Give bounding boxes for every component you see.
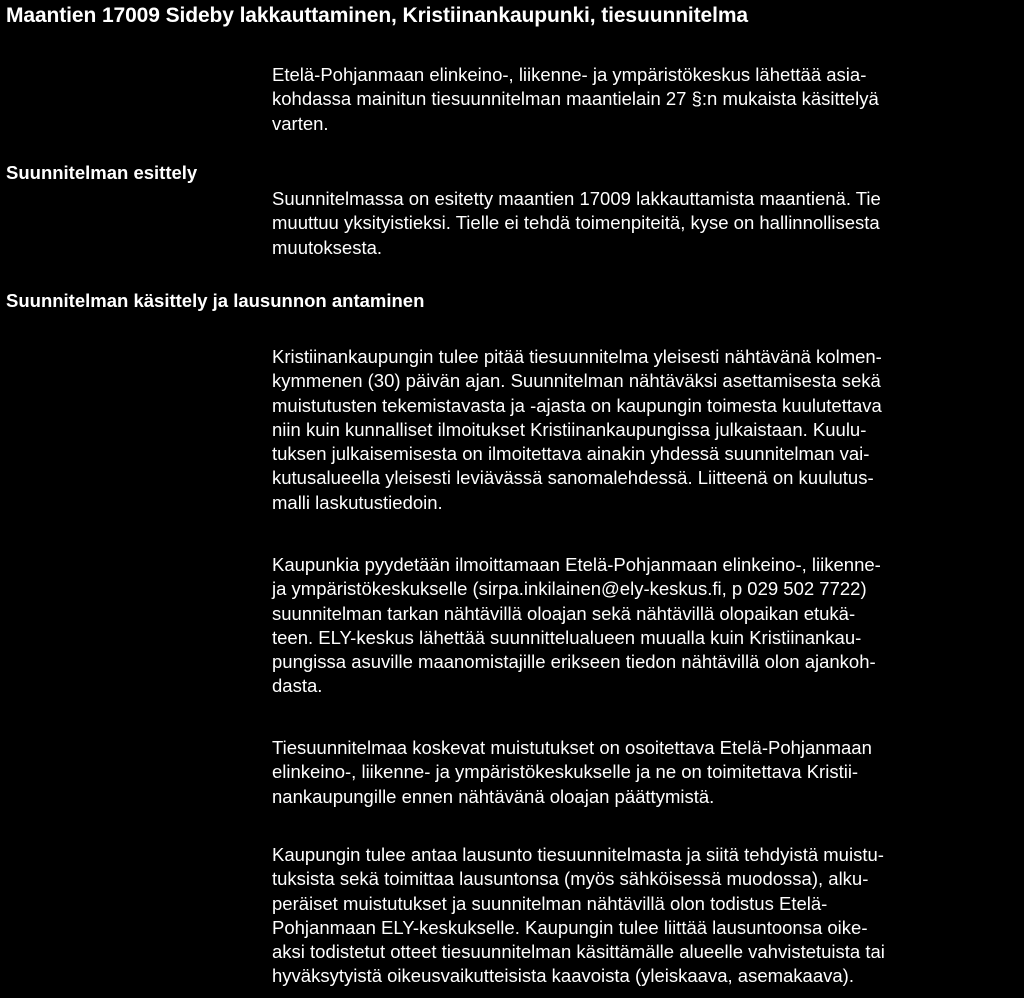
ilmoitus-paragraph [272, 553, 1014, 699]
paragraph-line: Etelä-Pohjanmaan elinkeino-, liikenne- ja ympäristökeskus lähettää asia- [272, 64, 867, 85]
paragraph-line: hyväksytyistä oikeusvaikutteisista kaavoista (yleiskaava, asemakaava). [272, 965, 854, 987]
paragraph-line: varten. [272, 112, 329, 134]
paragraph-line: malli laskutustiedoin. [272, 491, 443, 513]
muistutukset-paragraph [272, 736, 1014, 809]
esittely-paragraph [272, 187, 1014, 260]
intro-paragraph [272, 63, 1014, 136]
nahtavilla-paragraph [272, 345, 1014, 515]
paragraph-line: Kristiinankaupungin tulee pitää tiesuunnitelma yleisesti nähtävänä kolmen- [272, 346, 882, 367]
paragraph-line: Tiesuunnitelmaa koskevat muistutukset on osoitettava Etelä-Pohjanmaan [272, 737, 872, 758]
paragraph-line: elinkeino-, liikenne- ja ympäristökeskukselle ja ne on toimitettava Kristii- [272, 761, 859, 783]
paragraph-line: muistutusten tekemistavasta ja -ajasta on kaupungin toimesta kuulutettava [272, 394, 882, 416]
paragraph-line: aksi todistetut otteet tiesuunnitelman käsittämälle alueelle vahvistetuista tai [272, 941, 885, 963]
document-title: Maantien 17009 Sideby lakkauttaminen, Kristiinankaupunki, tiesuunnitelma [6, 4, 749, 27]
paragraph-line: niin kuin kunnalliset ilmoitukset Kristiinankaupungissa julkaistaan. Kuulu- [272, 418, 867, 440]
paragraph-line: muutoksesta. [272, 236, 383, 258]
paragraph-line: tuksista sekä toimittaa lausuntonsa (myös sähköisessä muodossa), alku- [272, 868, 869, 890]
paragraph-line: Kaupungin tulee antaa lausunto tiesuunnitelmasta ja siitä tehdyistä muistu- [272, 844, 884, 865]
paragraph-line: muuttuu yksityistieksi. Tielle ei tehdä toimenpiteitä, kyse on hallinnollisesta [272, 212, 880, 234]
section-heading-esittely: Suunnitelman esittely [6, 162, 198, 183]
paragraph-line: pungissa asuville maanomistajille erikseen tiedon nähtävillä olon ajankoh- [272, 651, 876, 673]
paragraph-line: tuksen julkaisemisesta on ilmoitettava ainakin yhdessä suunnitelman vai- [272, 443, 870, 465]
paragraph-line: nankaupungille ennen nähtävänä oloajan päättymistä. [272, 785, 715, 807]
paragraph-line: kymmenen (30) päivän ajan. Suunnitelman nähtäväksi asettamisesta sekä [272, 370, 881, 392]
paragraph-line: teen. ELY-keskus lähettää suunnittelualueen muualla kuin Kristiinankau- [272, 626, 862, 648]
paragraph-line: Pohjanmaan ELY-keskukselle. Kaupungin tulee liittää lausuntoonsa oike- [272, 916, 868, 938]
paragraph-line: peräiset muistutukset ja suunnitelman nähtävillä olon todistus Etelä- [272, 892, 828, 914]
paragraph-line: Kaupunkia pyydetään ilmoittamaan Etelä-Pohjanmaan elinkeino-, liikenne- [272, 554, 881, 575]
paragraph-line: kohdassa mainitun tiesuunnitelman maantielain 27 §:n mukaista käsittelyä [272, 88, 879, 110]
paragraph-line: suunnitelman tarkan nähtävillä oloajan sekä nähtävillä olopaikan etukä- [272, 602, 856, 624]
paragraph-line: kutusalueella yleisesti leviävässä sanomalehdessä. Liitteenä on kuulutus- [272, 467, 874, 489]
paragraph-line: ja ympäristökeskukselle (sirpa.inkilainen@ely-keskus.fi, p 029 502 7722) [272, 578, 867, 600]
lausunto-paragraph [272, 843, 1014, 989]
section-heading-kasittely: Suunnitelman käsittely ja lausunnon antaminen [6, 290, 425, 311]
paragraph-line: dasta. [272, 675, 323, 697]
paragraph-line: Suunnitelmassa on esitetty maantien 17009 lakkauttamista maantienä. Tie [272, 188, 881, 209]
